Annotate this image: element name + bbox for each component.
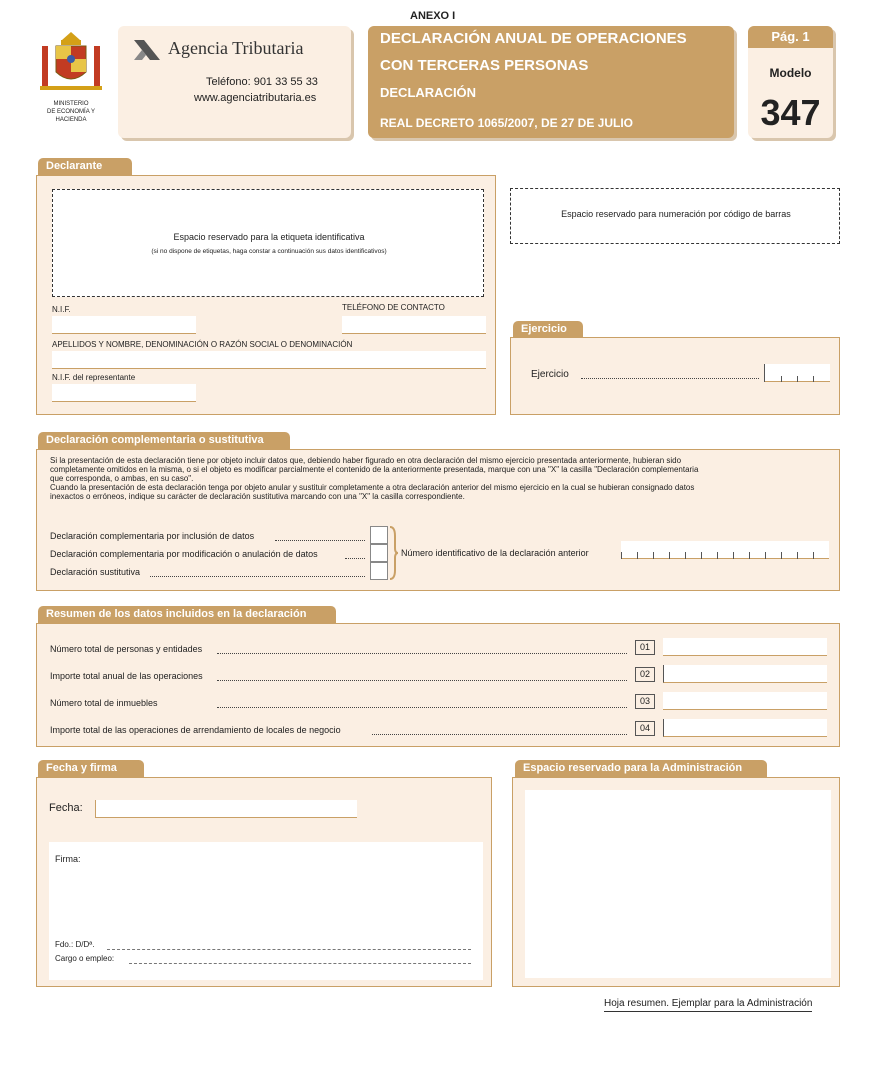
complementaria-tab: Declaración complementaria o sustitutiva (38, 432, 290, 449)
fecha-input[interactable] (95, 800, 357, 818)
option-modificacion-label: Declaración complementaria por modificación o anulación de datos (50, 549, 318, 559)
num-id-ticks (621, 552, 829, 559)
fecha-firma-tab: Fecha y firma (38, 760, 144, 777)
resumen-input-01[interactable] (663, 638, 827, 656)
agency-logo-icon (132, 38, 162, 67)
page-number: Pág. 1 (748, 26, 833, 48)
title-box (368, 26, 734, 138)
modelo-label: Modelo (769, 66, 812, 80)
box-number: 03 (635, 694, 655, 709)
box-number: 01 (635, 640, 655, 655)
resumen-row-label: Importe total anual de las operaciones (50, 671, 203, 681)
title-line-4: REAL DECRETO 1065/2007, DE 27 DE JULIO (380, 116, 633, 130)
resumen-row-label: Importe total de las operaciones de arrendamiento de locales de negocio (50, 725, 341, 735)
checkbox-modificacion[interactable] (370, 544, 388, 562)
agency-web: www.agenciatributaria.es (194, 92, 317, 104)
num-id-label: Número identificativo de la declaración anterior (401, 548, 589, 558)
coat-of-arms-logo (40, 28, 102, 98)
fecha-firma-section (36, 777, 492, 987)
box-number: 04 (635, 721, 655, 736)
resumen-row-label: Número total de inmuebles (50, 698, 158, 708)
checkbox-inclusion[interactable] (370, 526, 388, 544)
complementaria-text: Si la presentación de esta declaración tiene por objeto incluir datos que, debiendo haber figurado en otra declaración del mismo ejercicio presentada anteriormente, hubieran sido completamente omitidos en la misma, o si el objeto es modificar parcialmente el contenido de la anteriormente presentada, marque con una "X" la casilla "Declaración complementaria que corresponda, o ambas, en su caso". Cuando la presentación de esta declaración tenga por objeto anular y sustituir completamente a otra declaración anterior del mismo ejercicio en la cual se hubieran consignado datos inexactos o erróneos, indique su carácter de declaración sustitutiva marcando con una "X" la casilla correspondiente. (50, 456, 699, 501)
name-input[interactable] (52, 351, 486, 369)
name-label: APELLIDOS Y NOMBRE, DENOMINACIÓN O RAZÓN SOCIAL O DENOMINACIÓN (52, 340, 353, 349)
ejercicio-tab: Ejercicio (513, 321, 583, 338)
resumen-row-label: Número total de personas y entidades (50, 644, 203, 654)
title-line-2: CON TERCERAS PERSONAS (380, 57, 589, 74)
agency-name: Agencia Tributaria (168, 38, 304, 58)
firma-area[interactable] (49, 842, 483, 980)
ejercicio-label: Ejercicio (531, 369, 569, 380)
label-space-note: (si no dispone de etiquetas, haga constar a continuación sus datos identificativos) (151, 248, 387, 255)
phone-label: TELÉFONO DE CONTACTO (342, 303, 445, 312)
nif-rep-input[interactable] (52, 384, 196, 402)
resumen-tab: Resumen de los datos incluidos en la declaración (38, 606, 336, 623)
footer-note: Hoja resumen. Ejemplar para la Administración (604, 998, 812, 1012)
barcode-label: Espacio reservado para numeración por código de barras (561, 209, 791, 219)
fecha-label: Fecha: (49, 802, 83, 814)
anexo-label: ANEXO I (410, 10, 456, 22)
nif-input[interactable] (52, 316, 196, 334)
label-space (52, 189, 484, 297)
box-number: 02 (635, 667, 655, 682)
resumen-input-03[interactable] (663, 692, 827, 710)
option-inclusion-label: Declaración complementaria por inclusión de datos (50, 531, 255, 541)
modelo-number: 347 (760, 92, 821, 133)
phone-input[interactable] (342, 316, 486, 334)
title-line-1: DECLARACIÓN ANUAL DE OPERACIONES (380, 30, 687, 47)
declarante-tab: Declarante (38, 158, 132, 175)
modelo-box (748, 26, 833, 138)
fdo-label: Fdo.: D/Dª. (55, 940, 95, 949)
option-sustitutiva-label: Declaración sustitutiva (50, 567, 141, 577)
resumen-section (36, 623, 840, 747)
admin-tab: Espacio reservado para la Administración (515, 760, 767, 777)
checkbox-sustitutiva[interactable] (370, 562, 388, 580)
resumen-input-04[interactable] (663, 719, 827, 737)
nif-rep-label: N.I.F. del representante (52, 373, 136, 382)
brace-icon (389, 526, 399, 585)
title-line-3: DECLARACIÓN (380, 85, 477, 100)
ejercicio-section (510, 337, 840, 415)
admin-space (525, 790, 831, 978)
resumen-input-02[interactable] (663, 665, 827, 683)
admin-section (512, 777, 840, 987)
ministry-name: MINISTERIO DE ECONOMÍA Y HACIENDA (47, 101, 95, 123)
firma-label: Firma: (55, 854, 81, 864)
declarante-section (36, 175, 496, 415)
agency-box (118, 26, 351, 138)
nif-label: N.I.F. (52, 305, 71, 314)
label-space-title: Espacio reservado para la etiqueta identificativa (173, 232, 365, 242)
cargo-label: Cargo o empleo: (55, 954, 115, 963)
agency-phone: Teléfono: 901 33 55 33 (206, 76, 318, 88)
barcode-space (510, 188, 840, 244)
complementaria-section (36, 449, 840, 591)
